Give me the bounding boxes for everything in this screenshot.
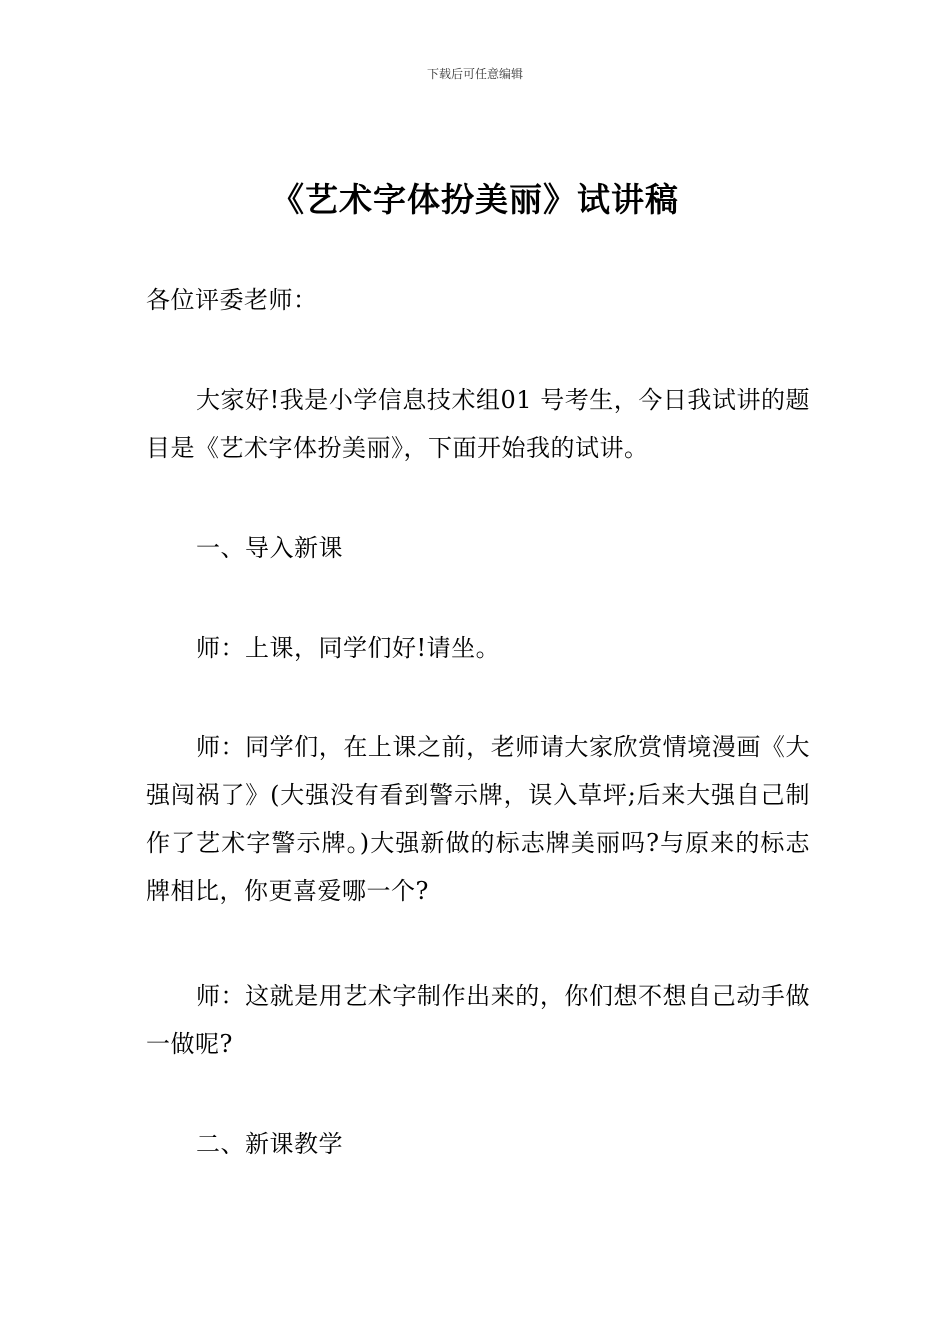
document-title: 《艺术字体扮美丽》试讲稿 <box>271 180 679 219</box>
section-heading-import: 一、导入新课 <box>196 534 343 562</box>
page-header-note: 下载后可任意编辑 <box>426 67 523 81</box>
teacher-paragraph-2: 师：同学们，在上课之前，老师请大家欣赏情境漫画《大强闯祸了》(大强没有看到警示牌，误入草坪;后来大强自己制作了艺术字警示牌。)大强新做的标志牌美丽吗?与原来的标志牌相比，你更喜爱哪一个? <box>146 733 810 905</box>
teacher-paragraph-1: 师：上课，同学们好!请坐。 <box>196 634 501 662</box>
teacher-paragraph-3: 师：这就是用艺术字制作出来的，你们想不想自己动手做一做呢? <box>146 982 810 1058</box>
greeting-paragraph: 各位评委老师： <box>146 286 318 314</box>
intro-paragraph: 大家好!我是小学信息技术组01 号考生，今日我试讲的题目是《艺术字体扮美丽》，下面开始我的试讲。 <box>146 386 810 462</box>
section-heading-new-lesson: 二、新课教学 <box>196 1130 343 1158</box>
